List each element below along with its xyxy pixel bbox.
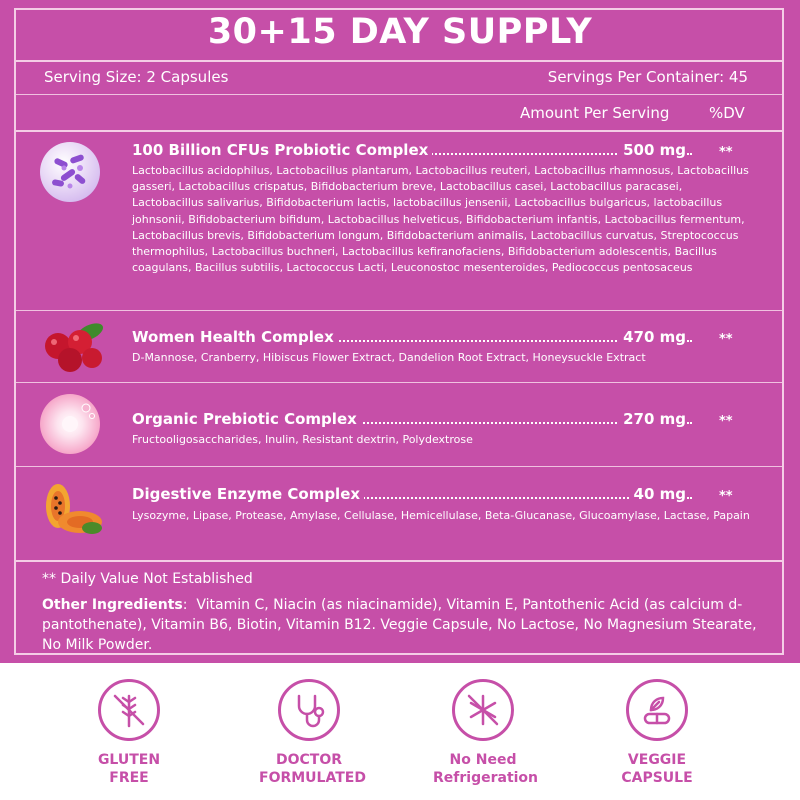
other-ingredients-label: Other Ingredients [42, 597, 183, 613]
badge-line2: FORMULATED [259, 770, 366, 786]
badge-line1: No Need [449, 752, 517, 768]
dv-header: %DV [709, 104, 745, 122]
section-title-digestive-enzyme [132, 485, 692, 503]
section-ingredients: Fructooligosaccharides, Inulin, Resistant dextrin, Polydextrose [132, 433, 473, 446]
divider [16, 60, 782, 62]
divider [16, 94, 782, 95]
badge-gluten-free [79, 679, 179, 787]
badge-doctor-formulated [259, 679, 366, 787]
divider [16, 560, 782, 562]
other-ingredients-text: Vitamin C, Niacin (as niacinamide), Vitamin E, Pantothenic Acid (as calcium d-pantothenate), Vitamin B6, Biotin, Vitamin B12. Veggie Capsule, No Lactose, No Magnesium Stearate, No Milk Powder. [42, 597, 757, 653]
section-title-probiotic [132, 141, 692, 159]
badge-line2: CAPSULE [621, 770, 693, 786]
divider [16, 382, 782, 383]
section-ingredients: Lysozyme, Lipase, Protease, Amylase, Cellulase, Hemicellulase, Beta-Glucanase, Glucoamylase, Lactase, Papain [132, 509, 750, 522]
badge-no-refrigeration [433, 679, 539, 787]
cranberry-icon [40, 318, 100, 378]
divider [16, 466, 782, 467]
badge-line1: VEGGIE [627, 752, 687, 768]
serving-size: Serving Size: 2 Capsules [44, 68, 229, 86]
snowflake-crossed-icon [452, 679, 514, 741]
section-name: Digestive Enzyme Complex [132, 485, 364, 503]
badge-veggie-capsule [607, 679, 707, 787]
section-dv: ** [719, 332, 733, 347]
section-dv: ** [719, 145, 733, 160]
servings-per-container: Servings Per Container: 45 [547, 68, 748, 86]
section-amount: 270 mg [619, 410, 686, 428]
section-dv: ** [719, 489, 733, 504]
daily-value-note: ** Daily Value Not Established [42, 571, 253, 587]
stethoscope-icon [278, 679, 340, 741]
section-title-prebiotic [132, 410, 692, 428]
divider [16, 130, 782, 132]
section-title-women-health [132, 328, 692, 346]
badge-line2: FREE [109, 770, 149, 786]
prebiotic-sphere-icon [40, 394, 100, 454]
section-amount: 40 mg [630, 485, 686, 503]
badge-line2: Refrigeration [433, 770, 539, 786]
badge-line1: DOCTOR [275, 752, 343, 768]
wheat-crossed-icon [98, 679, 160, 741]
section-amount: 500 mg [619, 141, 686, 159]
section-amount: 470 mg [619, 328, 686, 346]
badge-line1: GLUTEN [97, 752, 161, 768]
section-ingredients: Lactobacillus acidophilus, Lactobacillus plantarum, Lactobacillus reuteri, Lactobacillus rhamnosus, Lactobacillus gasseri, Lactobacillus crispatus, Bifidobacterium breve, Lactobacillus casei, Lactobacillus paracasei, Lactobacillus salivarius, Bifidobacterium lactis, lactobacillus jensenii, Lactobacillus bulgaricus, lactobacillus johnsonii, Bifidobacterium bifidum, Lactobacillus helveticus, Bifidobacterium infantis, Lactobacillus fermentum, Lactobacillus brevis, Bifidobacterium longum, Bifidobacterium animalis, Lactobacillus curvatus, Streptococcus thermophilus, Lactobacillus buchneri, Lactobacillus kefiranofaciens, Bifidobacterium adolescentis, Bacillus coagulans, Bacillus subtilis, Lactococcus Lacti, Leuconostoc mesenteroides, Pediococcus pentosaceus [132, 164, 749, 275]
page-title: 30+15 DAY SUPPLY [207, 12, 593, 52]
leaf-capsule-icon [626, 679, 688, 741]
amount-per-serving-header: Amount Per Serving [520, 104, 670, 122]
section-name: Organic Prebiotic Complex [132, 410, 361, 428]
section-ingredients: D-Mannose, Cranberry, Hibiscus Flower Extract, Dandelion Root Extract, Honeysuckle Extract [132, 351, 646, 364]
probiotic-bacteria-icon [40, 142, 100, 202]
other-ingredients: Other Ingredients: Vitamin C, Niacin (as niacinamide), Vitamin E, Pantothenic Acid (as calcium d-pantothenate), Vitamin B6, Biotin, Vitamin B12. Veggie Capsule, No Lactose, No Magnesium Stearate, No Milk Powder. [42, 597, 757, 653]
section-dv: ** [719, 414, 733, 429]
papaya-icon [40, 478, 100, 538]
divider [16, 310, 782, 311]
section-name: 100 Billion CFUs Probiotic Complex [132, 141, 432, 159]
section-name: Women Health Complex [132, 328, 338, 346]
